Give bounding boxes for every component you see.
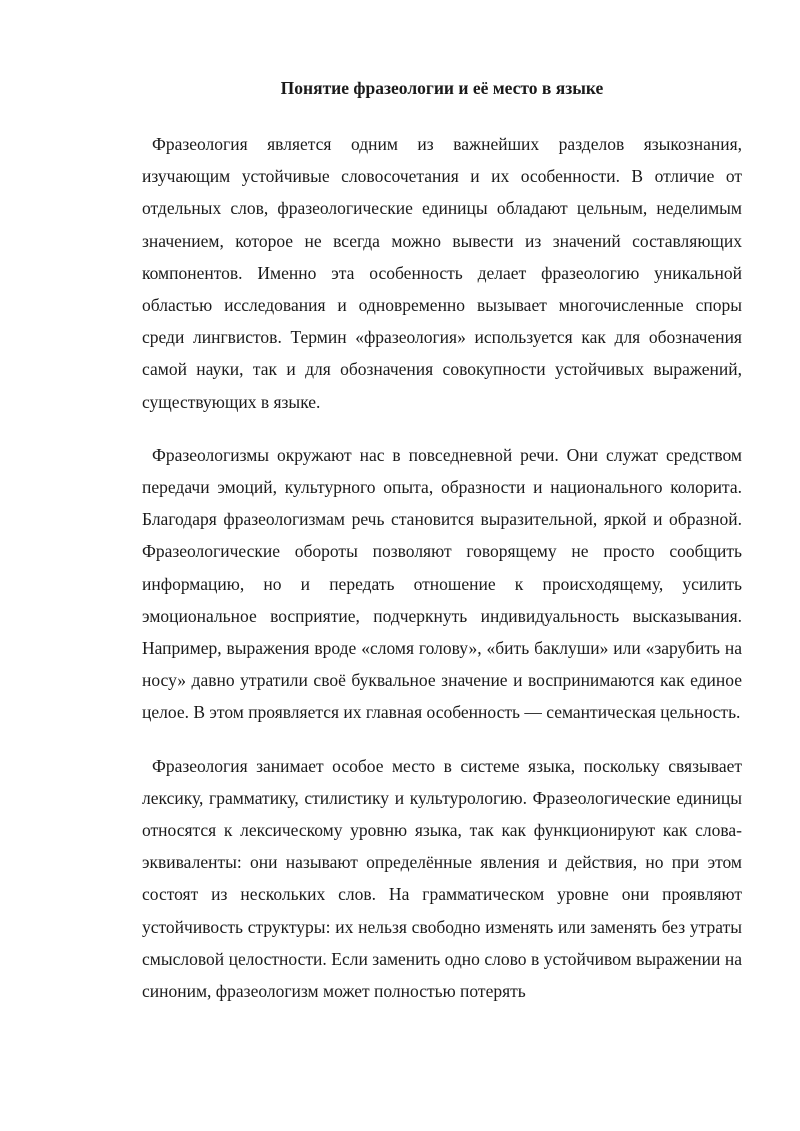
paragraph-2: Фразеологизмы окружают нас в повседневной речи. Они служат средством передачи эмоций, культурного опыта, образности и национального колорита. Благодаря фразеологизмам речь становится выразительной, яркой и образной. Фразеологические обороты позволяют говорящему не просто сообщить информацию, но и передать отношение к происходящему, усилить эмоциональное восприятие, подчеркнуть индивидуальность высказывания. Например, выражения вроде «сломя голову», «бить баклуши» или «зарубить на носу» давно утратили своё буквальное значение и воспринимаются как единое целое. В этом проявляется их главная особенность — семантическая цельность. bbox=[142, 444, 742, 723]
paragraph-1: Фразеология является одним из важнейших разделов языкознания, изучающим устойчивые словосочетания и их особенности. В отличие от отдельных слов, фразеологические единицы обладают цельным, неделимым значением, которое не всегда можно вывести из значений составляющих компонентов. Именно эта особенность делает фразеологию уникальной областью исследования и одновременно вызывает многочисленные споры среди лингвистов. Термин «фразеология» используется как для обозначения самой науки, так и для обозначения совокупности устойчивых выражений, существующих в языке. bbox=[142, 134, 742, 412]
paragraph-3: Фразеология занимает особое место в системе языка, поскольку связывает лексику, грамматику, стилистику и культурологию. Фразеологические единицы относятся к лексическому уровню языка, так как функционируют как слова-эквиваленты: они называют определённые явления и действия, но при этом состоят из нескольких слов. На грамматическом уровне они проявляют устойчивость структуры: их нельзя свободно изменять или заменять без утраты смысловой целостности. Если заменить одно слово в устойчивом выражении на синоним, фразеологизм может полностью потерять bbox=[142, 755, 742, 1002]
document-title: Понятие фразеологии и её место в языке bbox=[280, 78, 604, 98]
